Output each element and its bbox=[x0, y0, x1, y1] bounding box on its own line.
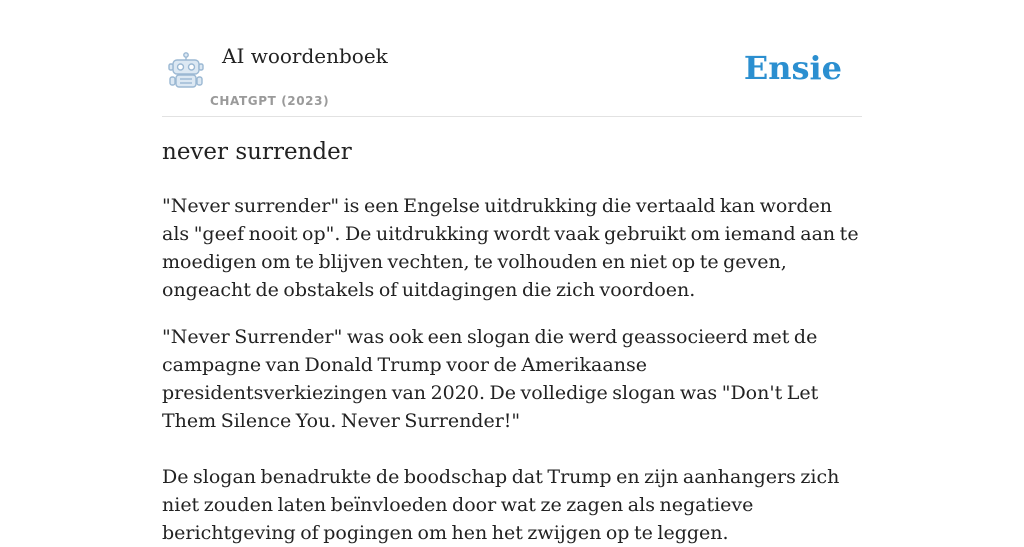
page bbox=[162, 0, 862, 544]
ensie-logo-link[interactable]: Ensie bbox=[743, 49, 842, 87]
definition-paragraph: "Never Surrender" was ook een slogan die werd geassocieerd met de campagne van Donald Trump voor de Amerikaanse presidentsverkiezingen van 2020. De volledige slogan was "Don't Let Them Silence You. Never Surrender!" bbox=[162, 326, 819, 432]
definition-paragraph: De slogan benadrukte de boodschap dat Trump en zijn aanhangers zich niet zouden laten beïnvloeden door wat ze zagen als negatieve berichtgeving of pogingen om hen het zwijgen op te leggen. bbox=[162, 466, 840, 544]
dictionary-title[interactable]: AI woordenboek bbox=[222, 44, 388, 68]
dictionary-header bbox=[162, 0, 862, 117]
entry-term: never surrender bbox=[162, 139, 352, 165]
entry-definition bbox=[162, 192, 862, 547]
definition-paragraph: "Never surrender" is een Engelse uitdrukking die vertaald kan worden als "geef nooit op". De uitdrukking wordt vaak gebruikt om iemand aan te moedigen om te blijven vechten, te volhouden en niet op te geven, ongeacht de obstakels of uitdagingen die zich voordoen. bbox=[162, 195, 859, 301]
robot-icon bbox=[166, 52, 206, 90]
dictionary-source: CHATGPT (2023) bbox=[210, 94, 330, 108]
